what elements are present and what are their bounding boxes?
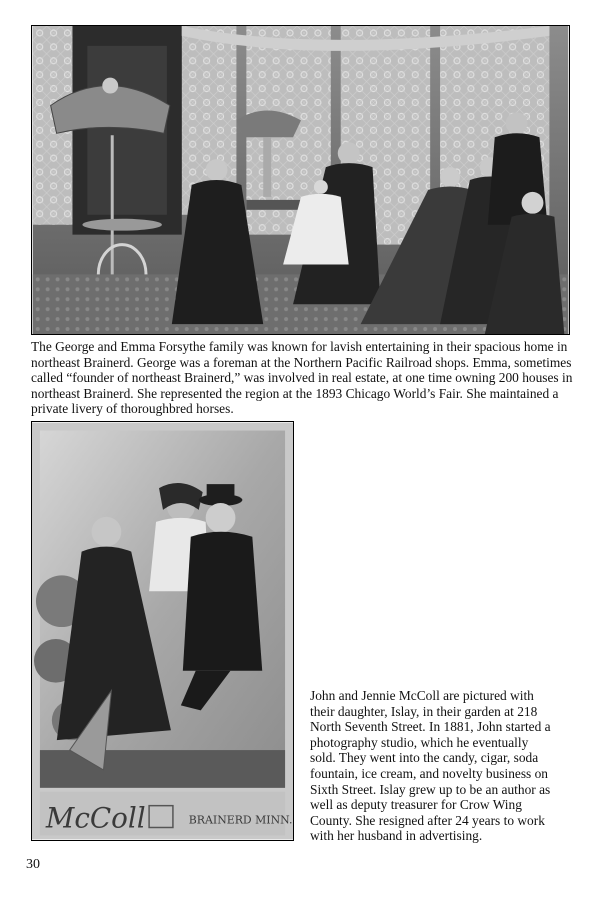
- page-number: 30: [26, 857, 40, 872]
- mount-imprint-right: BRAINERD MINN.: [188, 813, 293, 827]
- cabinet-card-image: [32, 422, 293, 840]
- photo-forsythe-family: [31, 25, 570, 335]
- caption-mccoll-family: John and Jennie McColl are pictured with their daughter, Islay, in their garden at 218 North Seventh Street. In 1881, John started a photography studio, which he eventually sold. They went into the candy, cigar, soda fountain, ice cream, and novelty business on Sixth Street. Islay grew up to be an author as well as deputy treasurer for Crow Wing County. She resigned after 24 years to work with her husband in advertising.: [310, 688, 551, 844]
- caption-forsythe-family: The George and Emma Forsythe family was known for lavish entertaining in their spacious home in northeast Brainerd. George was a foreman at the Northern Pacific Railroad shops. Emma, sometimes called “founder of northeast Brainerd,” was involved in real estate, at one time owning 200 houses in northeast Brainerd. She represented the region at the 1893 Chicago World’s Fair. She maintained a private livery of thoroughbred horses.: [31, 339, 573, 417]
- photo-mccoll-family: [31, 421, 294, 841]
- mount-imprint-left: McColl: [45, 801, 146, 835]
- parlor-group-image: [32, 26, 569, 334]
